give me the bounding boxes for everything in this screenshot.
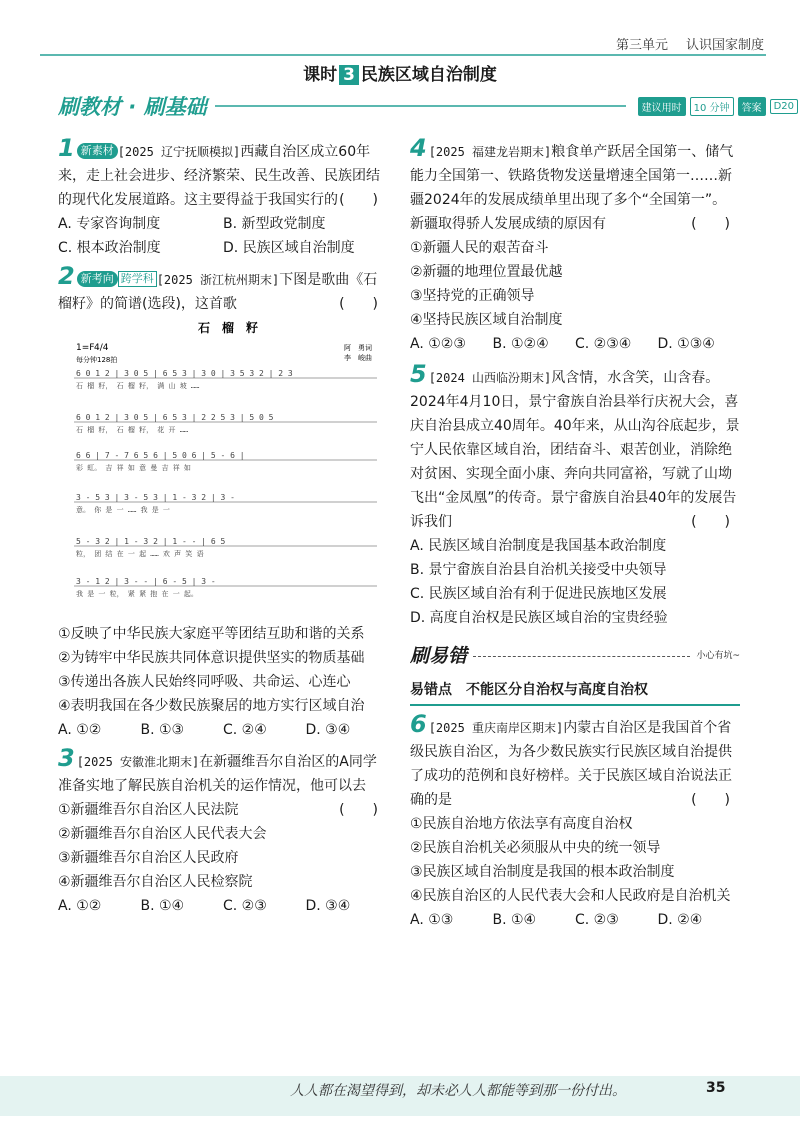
time-label: 建议用时 xyxy=(638,97,686,116)
q4-option-a[interactable]: A. ①②③ xyxy=(410,336,466,352)
svg-text:3 - 5 3 | 3 - 5 3 | 1 - 3 2 |: 3 - 5 3 | 3 - 5 3 | 1 - 3 2 | 3 - xyxy=(76,493,235,502)
svg-text:我 是 一 粒， 紧 紧 抱 在 一 起。: 我 是 一 粒， 紧 紧 抱 在 一 起。 xyxy=(76,590,198,598)
question-3 xyxy=(58,746,388,918)
q2-stem: 下图是歌曲《石榴籽》的简谱(选段)，这首歌 xyxy=(58,272,378,312)
q3-statement-1: ①新疆维吾尔自治区人民法院 xyxy=(58,802,239,818)
q3-statement-4: ④新疆维吾尔自治区人民检察院 xyxy=(58,874,253,890)
answer-label: 答案 xyxy=(738,97,766,116)
q3-source: [2025 安徽淮北期末] xyxy=(76,755,200,769)
q2-statement-1: ①反映了中华民族大家庭平等团结互助和谐的关系 xyxy=(58,626,365,642)
q6-source: [2025 重庆南岸区期末] xyxy=(428,721,564,735)
q3-statement-2: ②新疆维吾尔自治区人民代表大会 xyxy=(58,826,267,842)
q3-option-d[interactable]: D. ③④ xyxy=(305,898,351,914)
q2-tag: 新考向 xyxy=(77,271,118,287)
section-banner xyxy=(58,92,798,120)
chapter-label: 认识国家制度 xyxy=(685,38,764,53)
svg-text:石 榴 籽， 石 榴 籽， 满 山 坡 ……: 石 榴 籽， 石 榴 籽， 满 山 坡 …… xyxy=(76,382,200,390)
q6-option-d[interactable]: D. ②④ xyxy=(657,912,703,928)
question-6 xyxy=(410,712,740,932)
svg-text:粒， 团 结 在 一 起 …… 欢 声 笑 语: 粒， 团 结 在 一 起 …… 欢 声 笑 语 xyxy=(76,550,204,558)
q4-statement-2: ②新疆的地理位置最优越 xyxy=(410,264,563,280)
q6-answer-blank[interactable]: ( ) xyxy=(691,792,730,808)
q4-statement-4: ④坚持民族区域自治制度 xyxy=(410,312,563,328)
q2-statement-2: ②为铸牢中华民族共同体意识提供坚实的物质基础 xyxy=(58,650,365,666)
q3-stem: 在新疆维吾尔自治区的A同学准备实地了解民族自治机关的运作情况，他可以去 xyxy=(58,754,377,794)
q4-answer-blank[interactable]: ( ) xyxy=(691,216,730,232)
q2-option-d[interactable]: D. ③④ xyxy=(305,722,351,738)
q4-number: 4 xyxy=(410,134,427,162)
q3-number: 3 xyxy=(58,744,75,772)
q6-option-c[interactable]: C. ②③ xyxy=(575,912,619,928)
q5-option-d[interactable]: D. 高度自治权是民族区域自治的宝贵经验 xyxy=(410,610,668,626)
q1-option-a[interactable]: A. 专家咨询制度 xyxy=(58,216,161,232)
q1-option-c[interactable]: C. 根本政治制度 xyxy=(58,240,161,256)
song-tempo: 每分钟128拍 xyxy=(76,356,118,364)
page-header xyxy=(616,34,764,53)
footer-quote: 人人都在渴望得到，却未必人人都能等到那一份付出。 xyxy=(290,1083,626,1099)
q1-options xyxy=(58,212,388,236)
svg-text:6 0 1 2 | 3 0 5 | 6 5 3 | 2 2: 6 0 1 2 | 3 0 5 | 6 5 3 | 2 2 5 3 | 5 0 5 xyxy=(76,413,274,422)
question-2 xyxy=(58,264,388,742)
q6-stem: 内蒙古自治区是我国首个省级民族自治区，为各少数民族实行民族区域自治提供了成功的范例和良好榜样。关于民族区域自治说法正确的是 xyxy=(410,720,732,808)
q2-option-a[interactable]: A. ①② xyxy=(58,722,102,738)
q2-statement-4: ④表明我国在各少数民族聚居的地方实行区域自治 xyxy=(58,698,365,714)
q4-options xyxy=(410,332,740,356)
q3-options xyxy=(58,894,388,918)
song-lyricist: 阿 勇词 xyxy=(344,344,372,352)
lesson-number: 3 xyxy=(339,65,359,85)
lesson-title xyxy=(0,60,800,85)
q6-statement-1: ①民族自治地方依法享有高度自治权 xyxy=(410,816,633,832)
q6-options xyxy=(410,908,740,932)
easy-error-banner xyxy=(410,644,740,668)
song-key: 1=F xyxy=(76,343,95,353)
answer-page: D20 xyxy=(770,99,798,114)
q4-source: [2025 福建龙岩期末] xyxy=(428,145,552,159)
q2-source: [2025 浙江杭州期末] xyxy=(156,273,280,287)
q1-tag: 新素材 xyxy=(77,143,118,159)
q3-option-b[interactable]: B. ①④ xyxy=(140,898,185,914)
q4-option-b[interactable]: B. ①②④ xyxy=(492,336,549,352)
q5-number: 5 xyxy=(410,360,427,388)
question-1 xyxy=(58,136,388,260)
header-divider xyxy=(40,54,766,56)
svg-text:3 - 1 2 | 3 - - | 6 - 5 | 3 -: 3 - 1 2 | 3 - - | 6 - 5 | 3 - xyxy=(76,577,216,586)
q4-option-c[interactable]: C. ②③④ xyxy=(575,336,632,352)
q6-statement-2: ②民族自治机关必须服从中央的统一领导 xyxy=(410,840,661,856)
q5-option-b[interactable]: B. 景宁畲族自治县自治机关接受中央领导 xyxy=(410,562,667,578)
svg-text:5 - 3 2 | 1 - 3 2 | 1 - - | 6: 5 - 3 2 | 1 - 3 2 | 1 - - | 6 5 xyxy=(76,537,226,546)
time-value: 10 分钟 xyxy=(690,97,734,116)
q1-number: 1 xyxy=(58,134,75,162)
svg-text:6 0 1 2 | 3 0 5 | 6 5 3 | 3 0: 6 0 1 2 | 3 0 5 | 6 5 3 | 3 0 | 3 5 3 2 | 2 3 xyxy=(76,369,293,378)
song-composer: 李 峻曲 xyxy=(344,354,372,362)
q4-statement-3: ③坚持党的正确领导 xyxy=(410,288,535,304)
q2-answer-blank[interactable]: ( ) xyxy=(339,296,378,312)
q1-options-2 xyxy=(58,236,388,260)
q3-statement-3: ③新疆维吾尔自治区人民政府 xyxy=(58,850,239,866)
unit-label: 第三单元 xyxy=(615,38,668,53)
q2-tag2: 跨学科 xyxy=(118,271,157,287)
easy-error-line xyxy=(473,656,690,657)
q1-stem: 西藏自治区成立60年来，走上社会进步、经济繁荣、民生改善、民族团结的现代化发展道路。这主要得益于我国实行的 xyxy=(58,144,380,208)
left-column xyxy=(58,136,388,918)
q1-option-d[interactable]: D. 民族区域自治制度 xyxy=(223,240,355,256)
q5-answer-blank[interactable]: ( ) xyxy=(691,514,730,530)
question-4 xyxy=(410,136,740,356)
q6-number: 6 xyxy=(410,710,427,738)
q5-option-c[interactable]: C. 民族区域自治有利于促进民族地区发展 xyxy=(410,586,667,602)
q6-option-a[interactable]: A. ①③ xyxy=(410,912,454,928)
svg-text:6 6 | 7 - 7 6 5 6 | 5 0 6 | 5: 6 6 | 7 - 7 6 5 6 | 5 0 6 | 5 - 6 | xyxy=(76,451,245,460)
q4-option-d[interactable]: D. ①③④ xyxy=(657,336,715,352)
page-number: 35 xyxy=(706,1080,726,1096)
lesson-prefix: 课时 xyxy=(303,65,338,85)
q5-stem: 风含情，水含笑，山含春。2024年4月10日，景宁畲族自治县举行庆祝大会，喜庆自治县成立40周年。40年来，从山沟谷底起步，景宁人民依靠区域自治，团结奋斗、艰苦创业，消除绝对贫困、实现全面小康、奔向共同富裕，写就了山坳飞出“金凤凰”的传奇。景宁畲族自治县40年的发展告诉我们 xyxy=(410,370,740,530)
q5-source: [2024 山西临汾期末] xyxy=(428,371,552,385)
lesson-name: 民族区域自治制度 xyxy=(360,65,497,85)
song-title: 石 榴 籽 xyxy=(197,321,259,335)
svg-text:意。 你 是 一 …… 我 是 一: 意。 你 是 一 …… 我 是 一 xyxy=(76,506,170,514)
q4-statement-1: ①新疆人民的艰苦奋斗 xyxy=(410,240,549,256)
question-5 xyxy=(410,362,740,630)
q3-option-a[interactable]: A. ①② xyxy=(58,898,102,914)
easy-error-title: 刷易错 xyxy=(410,645,468,667)
q4-stem: 粮食单产跃居全国第一、储气能力全国第一、铁路货物发送量增速全国第一……新疆2024年的发展成绩单里出现了多个“全国第一”。新疆取得骄人发展成绩的原因有 xyxy=(410,144,734,232)
q2-option-b[interactable]: B. ①③ xyxy=(140,722,185,738)
q3-option-c[interactable]: C. ②③ xyxy=(223,898,267,914)
q2-option-c[interactable]: C. ②④ xyxy=(223,722,267,738)
q1-answer-blank[interactable]: ( ) xyxy=(339,192,378,208)
banner-title: 刷教材 · 刷基础 xyxy=(58,95,207,119)
q5-option-a[interactable]: A. 民族区域自治制度是我国基本政治制度 xyxy=(410,538,667,554)
q2-number: 2 xyxy=(58,262,75,290)
svg-text:石 榴 籽， 石 榴 籽， 花 开 ……: 石 榴 籽， 石 榴 籽， 花 开 …… xyxy=(76,426,189,434)
q2-options xyxy=(58,718,388,742)
q1-option-b[interactable]: B. 新型政党制度 xyxy=(223,216,326,232)
easy-error-note: 小心有坑~ xyxy=(696,651,740,661)
q6-option-b[interactable]: B. ①④ xyxy=(492,912,537,928)
q6-statement-4: ④民族自治区的人民代表大会和人民政府是自治机关 xyxy=(410,888,731,904)
q3-answer-blank[interactable]: ( ) xyxy=(339,802,378,818)
easy-error-point: 易错点 不能区分自治权与高度自治权 xyxy=(410,678,740,706)
right-column xyxy=(410,136,740,932)
q6-statement-3: ③民族区域自治制度是我国的根本政治制度 xyxy=(410,864,675,880)
song-meter: 4/4 xyxy=(94,343,109,353)
banner-line xyxy=(215,105,626,107)
q2-statement-3: ③传递出各族人民始终同呼吸、共命运、心连心 xyxy=(58,674,351,690)
q1-source: [2025 辽宁抚顺模拟] xyxy=(117,145,241,159)
music-score xyxy=(72,320,384,610)
svg-text:彩 虹。 吉 祥 如 意 曼 吉 祥 如: 彩 虹。 吉 祥 如 意 曼 吉 祥 如 xyxy=(76,464,191,472)
